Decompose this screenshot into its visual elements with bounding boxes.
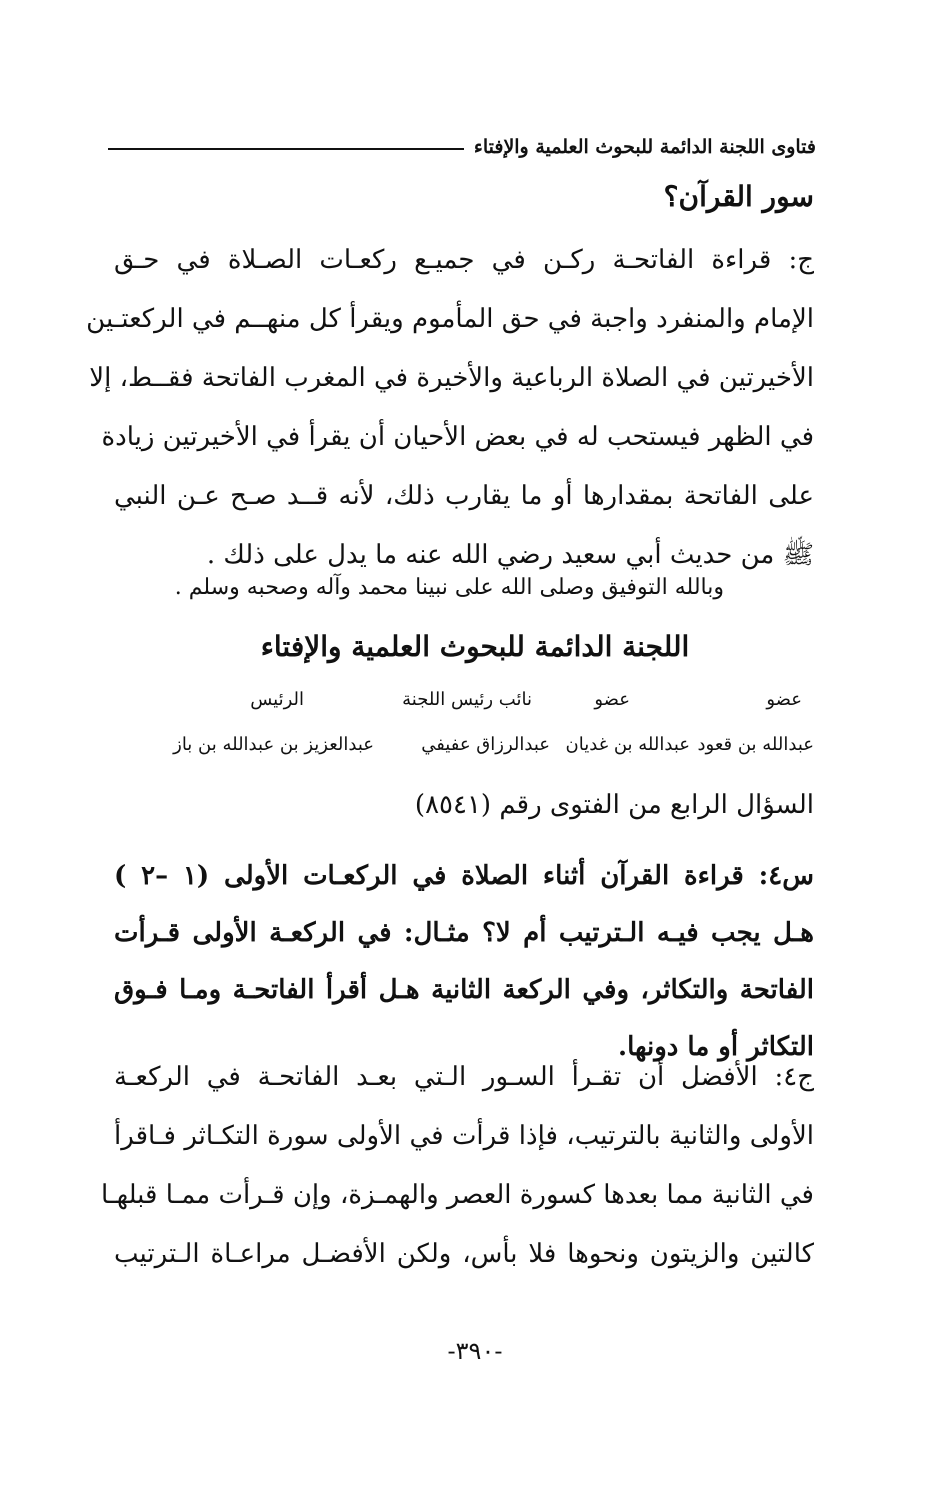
question-line: التكاثر أو ما دونها.	[618, 1032, 814, 1062]
answer-line: على الفاتحة بمقدارها أو ما يقارب ذلك، لأنه قــد صـح عـن النبي	[114, 481, 814, 511]
member-name: عبدالرزاق عفيفي	[421, 734, 550, 755]
member-role: الرئيس	[250, 689, 304, 710]
member-name: عبدالله بن قعود	[697, 734, 814, 755]
question-line: هـل يجب فيـه الـترتيب أم لا؟ مثـال: في الركعـة الأولى قـرأت	[114, 918, 814, 948]
closing-formula: وبالله التوفيق وصلى الله على نبينا محمد وآله وصحبه وسلم .	[174, 575, 724, 600]
question-block	[114, 848, 814, 1076]
answer-line: الإمام والمنفرد واجبة في حق المأموم ويقرأ كل منهــم في الركعتـين	[86, 304, 814, 334]
answer-line: الأولى والثانية بالترتيب، فإذا قرأت في الأولى سورة التكـاثر فـاقرأ	[114, 1121, 814, 1151]
previous-answer	[86, 231, 814, 585]
member-role: نائب رئيس اللجنة	[402, 689, 532, 710]
header-rule	[108, 148, 464, 150]
answer-line: في الثانية مما بعدها كسورة العصر والهمـزة، وإن قـرأت ممـا قبلهـا	[101, 1180, 814, 1210]
previous-question-tail: سور القرآن؟	[663, 180, 814, 213]
fatwa-number-line: السؤال الرابع من الفتوى رقم (٨٥٤١)	[414, 790, 814, 820]
answer-block	[101, 1048, 814, 1284]
question-line: الفاتحة والتكاثر، وفي الركعة الثانية هـل أقرأ الفاتحـة ومـا فـوق	[114, 975, 814, 1005]
running-header-title: فتاوى اللجنة الدائمة للبحوث العلمية والإفتاء	[473, 136, 816, 158]
answer-line: ج٤: الأفضل أن تقـرأ السـور الـتي بعـد الفاتحـة في الركعـة	[114, 1062, 814, 1092]
answer-line: ﷺ من حديث أبي سعيد رضي الله عنه ما يدل على ذلك .	[206, 540, 814, 570]
page-number: -٣٩٠-	[447, 1337, 503, 1365]
committee-title: اللجنة الدائمة للبحوث العلمية والإفتاء	[260, 630, 690, 663]
answer-line: كالتين والزيتون ونحوها فلا بأس، ولكن الأفضـل مراعـاة الـترتيب	[114, 1239, 814, 1269]
member-role: عضو	[766, 689, 802, 710]
running-header	[108, 130, 816, 164]
answer-line: في الظهر فيستحب له في بعض الأحيان أن يقرأ في الأخيرتين زيادة	[101, 422, 814, 452]
member-role: عضو	[594, 689, 630, 710]
question-line: س٤: قراءة القرآن أثناء الصلاة في الركعـات الأولى (١ –٢ )	[114, 861, 814, 891]
member-name: عبدالله بن غديان	[565, 734, 690, 755]
member-name: عبدالعزيز بن عبدالله بن باز	[173, 734, 374, 755]
answer-line: ج: قراءة الفاتحـة ركـن في جميـع ركعـات الصـلاة في حـق	[114, 245, 814, 275]
answer-line: الأخيرتين في الصلاة الرباعية والأخيرة في المغرب الفاتحة فقــط، إلا	[89, 363, 814, 393]
